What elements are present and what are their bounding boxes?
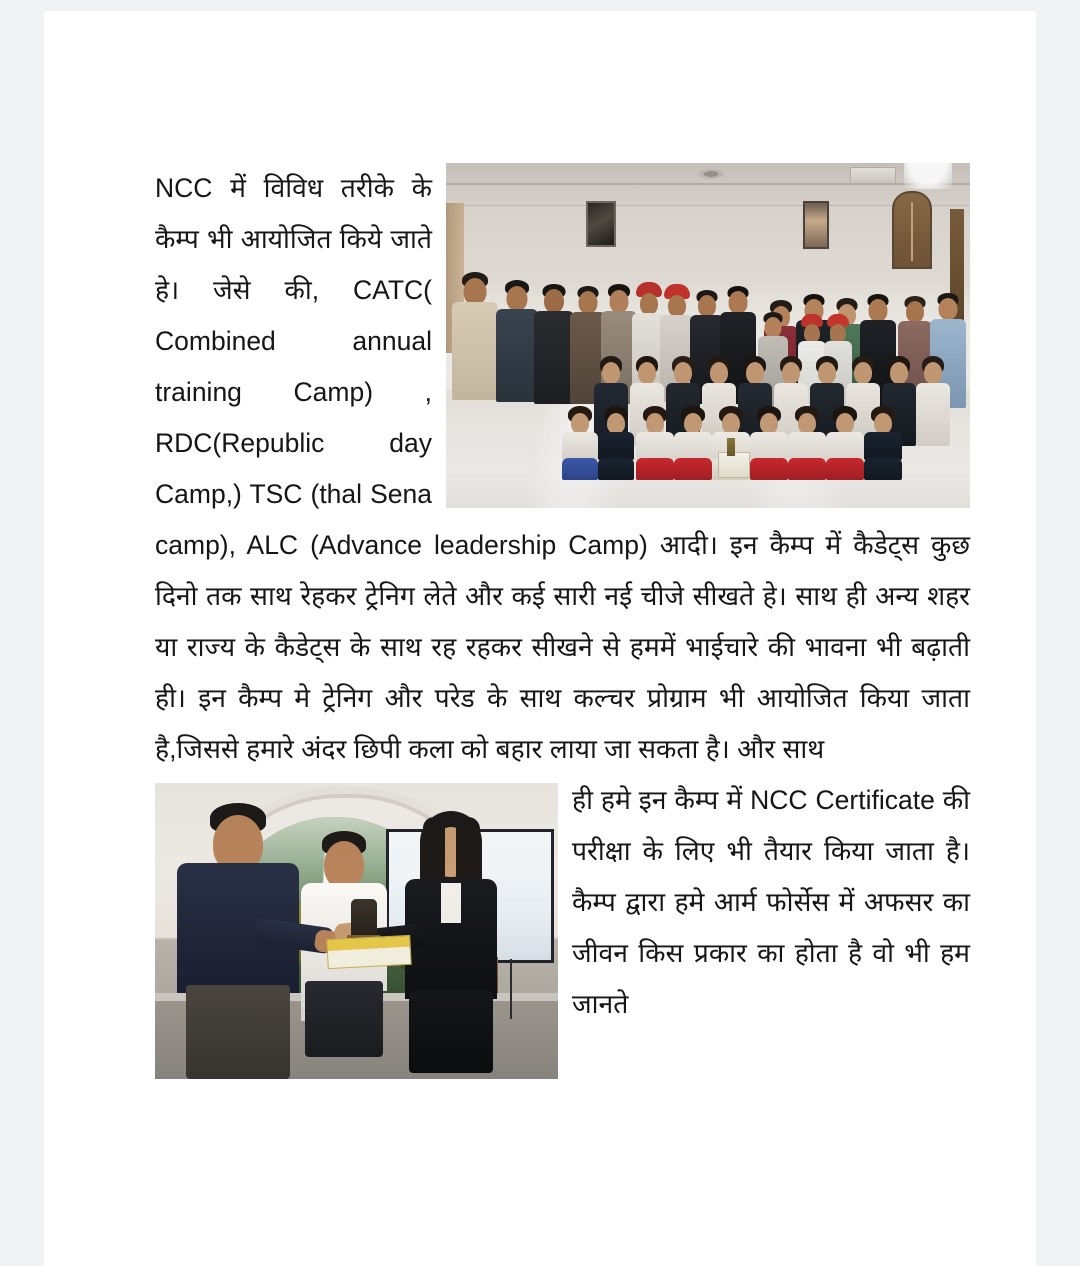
document-page — [44, 11, 1036, 1266]
cadet-front — [750, 406, 788, 480]
figure-award-ceremony — [155, 783, 558, 1079]
cadet-front — [674, 406, 712, 480]
crowd-row-front — [446, 163, 970, 508]
trophy — [351, 899, 377, 939]
cadet-front — [788, 406, 826, 480]
person-official-blazer — [177, 803, 299, 1079]
figure-group-photo — [446, 163, 970, 508]
cadet-front — [826, 406, 864, 480]
cadet-front — [562, 406, 598, 480]
paragraph-segment-a: NCC में विविध तरीके के कैम्प भी आयोजित किये जाते हे। जेसे की, CATC( Combined annual training Camp) , RDC(Republic day Camp,) TSC (thal Sena camp), ALC (Advance leadership Camp) आदी। इन कैम्प में कैडेट्स कुछ दिनो तक साथ रेहकर ट्रेनिग लेते और कई सारी नई चीजे सीखते हे। साथ ही अन्य शहर या राज्य के कैडेट्स के साथ रह रहकर सीखने से हममें भाईचारे की भावना भी बढ़ाती ही। इन कैम्प मे ट्रेनिग और परेड के साथ कल्चर प्रोग्राम भी आयोजित किया जाता है,जिससे हमारे अंदर छिपी कला को बहार लाया जा सकता है। और साथ — [155, 173, 970, 764]
document-body — [155, 163, 970, 1085]
person-cadet-receiving — [405, 811, 497, 1073]
cadet-front — [598, 406, 634, 480]
microphone-stand — [510, 959, 512, 1019]
cadet-front — [864, 406, 902, 480]
certificate — [326, 935, 411, 969]
cadet-front — [636, 406, 674, 480]
paragraph-segment-b: ही हमे इन कैम्प में NCC Certificate की परीक्षा के लिए भी तैयार किया जाता है। कैम्प द्वारा हमे आर्म फोर्सेस में अफसर का जीवन किस प्रकार का होता है वो भी हम जानते — [572, 785, 970, 1019]
trophy-on-floor — [727, 438, 735, 456]
